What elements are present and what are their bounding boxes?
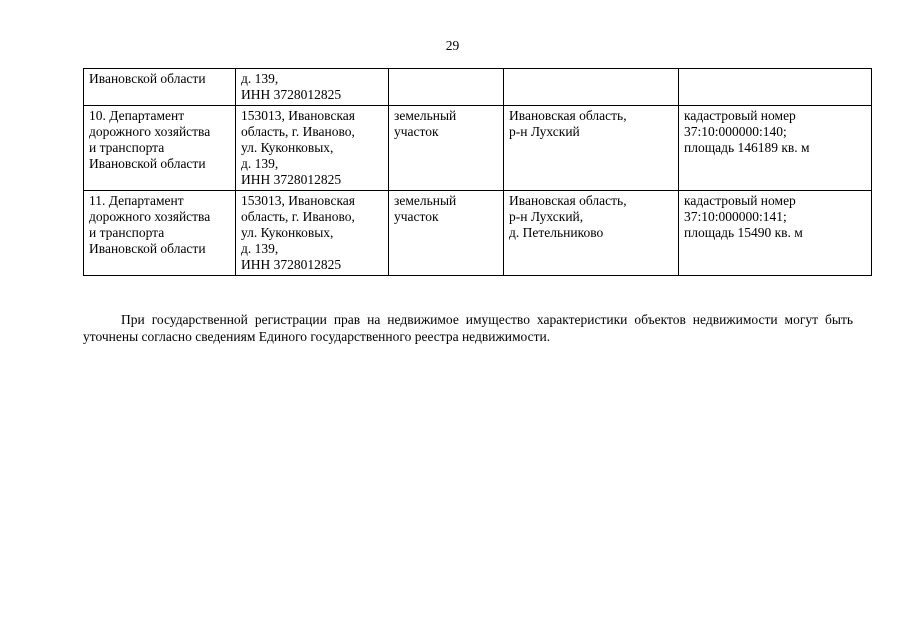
characteristics-cell: кадастровый номер 37:10:000000:140; площадь 146189 кв. м	[679, 106, 872, 191]
table-row	[84, 106, 872, 191]
characteristics-cell: кадастровый номер 37:10:000000:141; площадь 15490 кв. м	[679, 191, 872, 276]
address-cell: д. 139, ИНН 3728012825	[236, 69, 389, 106]
table-row	[84, 69, 872, 106]
location-cell: Ивановская область, р-н Лухский, д. Петельниково	[504, 191, 679, 276]
table-row	[84, 191, 872, 276]
footnote-paragraph: При государственной регистрации прав на недвижимое имущество характеристики объектов недвижимости могут быть уточнены согласно сведениям Единого государственного реестра недвижимости.	[83, 311, 853, 344]
characteristics-cell	[679, 69, 872, 106]
address-cell: 153013, Ивановская область, г. Иваново, ул. Куконковых, д. 139, ИНН 3728012825	[236, 106, 389, 191]
location-cell	[504, 69, 679, 106]
owner-cell: 11. Департамент дорожного хозяйства и транспорта Ивановской области	[84, 191, 236, 276]
object-type-cell	[389, 69, 504, 106]
address-cell: 153013, Ивановская область, г. Иваново, ул. Куконковых, д. 139, ИНН 3728012825	[236, 191, 389, 276]
owner-cell: 10. Департамент дорожного хозяйства и транспорта Ивановской области	[84, 106, 236, 191]
page-number: 29	[445, 38, 460, 53]
property-table	[83, 68, 872, 276]
object-type-cell: земельный участок	[389, 191, 504, 276]
object-type-cell: земельный участок	[389, 106, 504, 191]
owner-cell: Ивановской области	[84, 69, 236, 106]
location-cell: Ивановская область, р-н Лухский	[504, 106, 679, 191]
